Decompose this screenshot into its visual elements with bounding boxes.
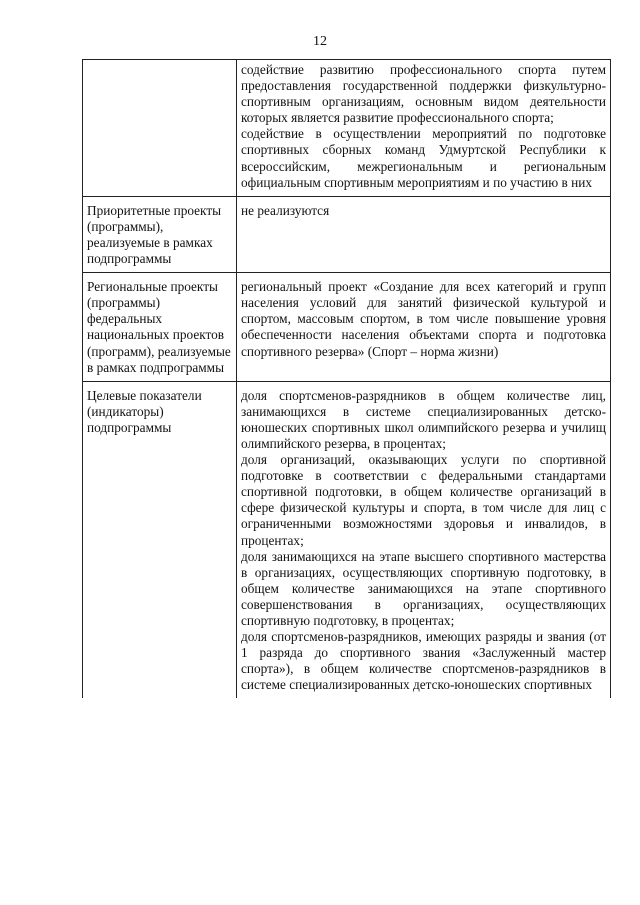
row-label: [83, 60, 237, 197]
row-label: Региональные проекты (программы) федеральных национальных проектов (программ), реализуемые в рамках подпрограммы: [83, 273, 237, 382]
content-paragraph: региональный проект «Создание для всех категорий и групп населения условий для занятий физической культурой и спортом, массовым спортом, в том числе повышение уровня обеспеченности населения объектами спорта и подготовка спортивного резерва» (Спорт – норма жизни): [241, 279, 606, 359]
table-row: [83, 273, 611, 382]
content-paragraph: содействие развитию профессионального спорта путем предоставления государственной поддержки физкультурно-спортивным организациям, основным видом деятельности которых является развитие профессионального спорта;: [241, 62, 606, 126]
content-paragraph: не реализуются: [241, 202, 330, 218]
content-paragraph: доля спортсменов-разрядников, имеющих разряды и звания (от 1 разряда до спортивного звания «Заслуженный мастер спорта»), в общем количестве спортсменов-разрядников в системе специализированных детско-юношеских спортивных: [241, 629, 606, 693]
program-passport-table: [82, 59, 611, 698]
row-label: Приоритетные проекты (программы), реализуемые в рамках подпрограммы: [83, 196, 237, 272]
row-content: [237, 196, 611, 272]
page-number: 12: [313, 34, 327, 49]
row-content: [237, 381, 611, 698]
content-paragraph: доля организаций, оказывающих услуги по спортивной подготовке в соответствии с федеральными стандартами спортивной подготовки, в общем количестве организаций в сфере физической культуры и спорта, в том числе для лиц с ограниченными возможностями здоровья и инвалидов, в процентах;: [241, 452, 606, 548]
content-paragraph: доля занимающихся на этапе высшего спортивного мастерства в организациях, осуществляющих спортивную подготовку, в общем количестве занимающихся на этапе спортивного совершенствования в организациях, осуществляющих спортивную подготовку, в процентах;: [241, 548, 606, 628]
row-content: [237, 60, 611, 197]
table-row: [83, 381, 611, 698]
table-row: [83, 60, 611, 197]
content-paragraph: доля спортсменов-разрядников в общем количестве лиц, занимающихся в системе специализированных детско-юношеских спортивных школ олимпийского резерва и училищ олимпийского резерва, в процентах;: [241, 387, 606, 451]
table-row: [83, 196, 611, 272]
row-label: Целевые показатели (индикаторы) подпрограммы: [83, 381, 237, 698]
content-paragraph: содействие в осуществлении мероприятий по подготовке спортивных сборных команд Удмуртской Республики к всероссийским, межрегиональным и региональным официальным спортивным мероприятиям и по участию в них: [241, 126, 606, 190]
row-content: [237, 273, 611, 382]
